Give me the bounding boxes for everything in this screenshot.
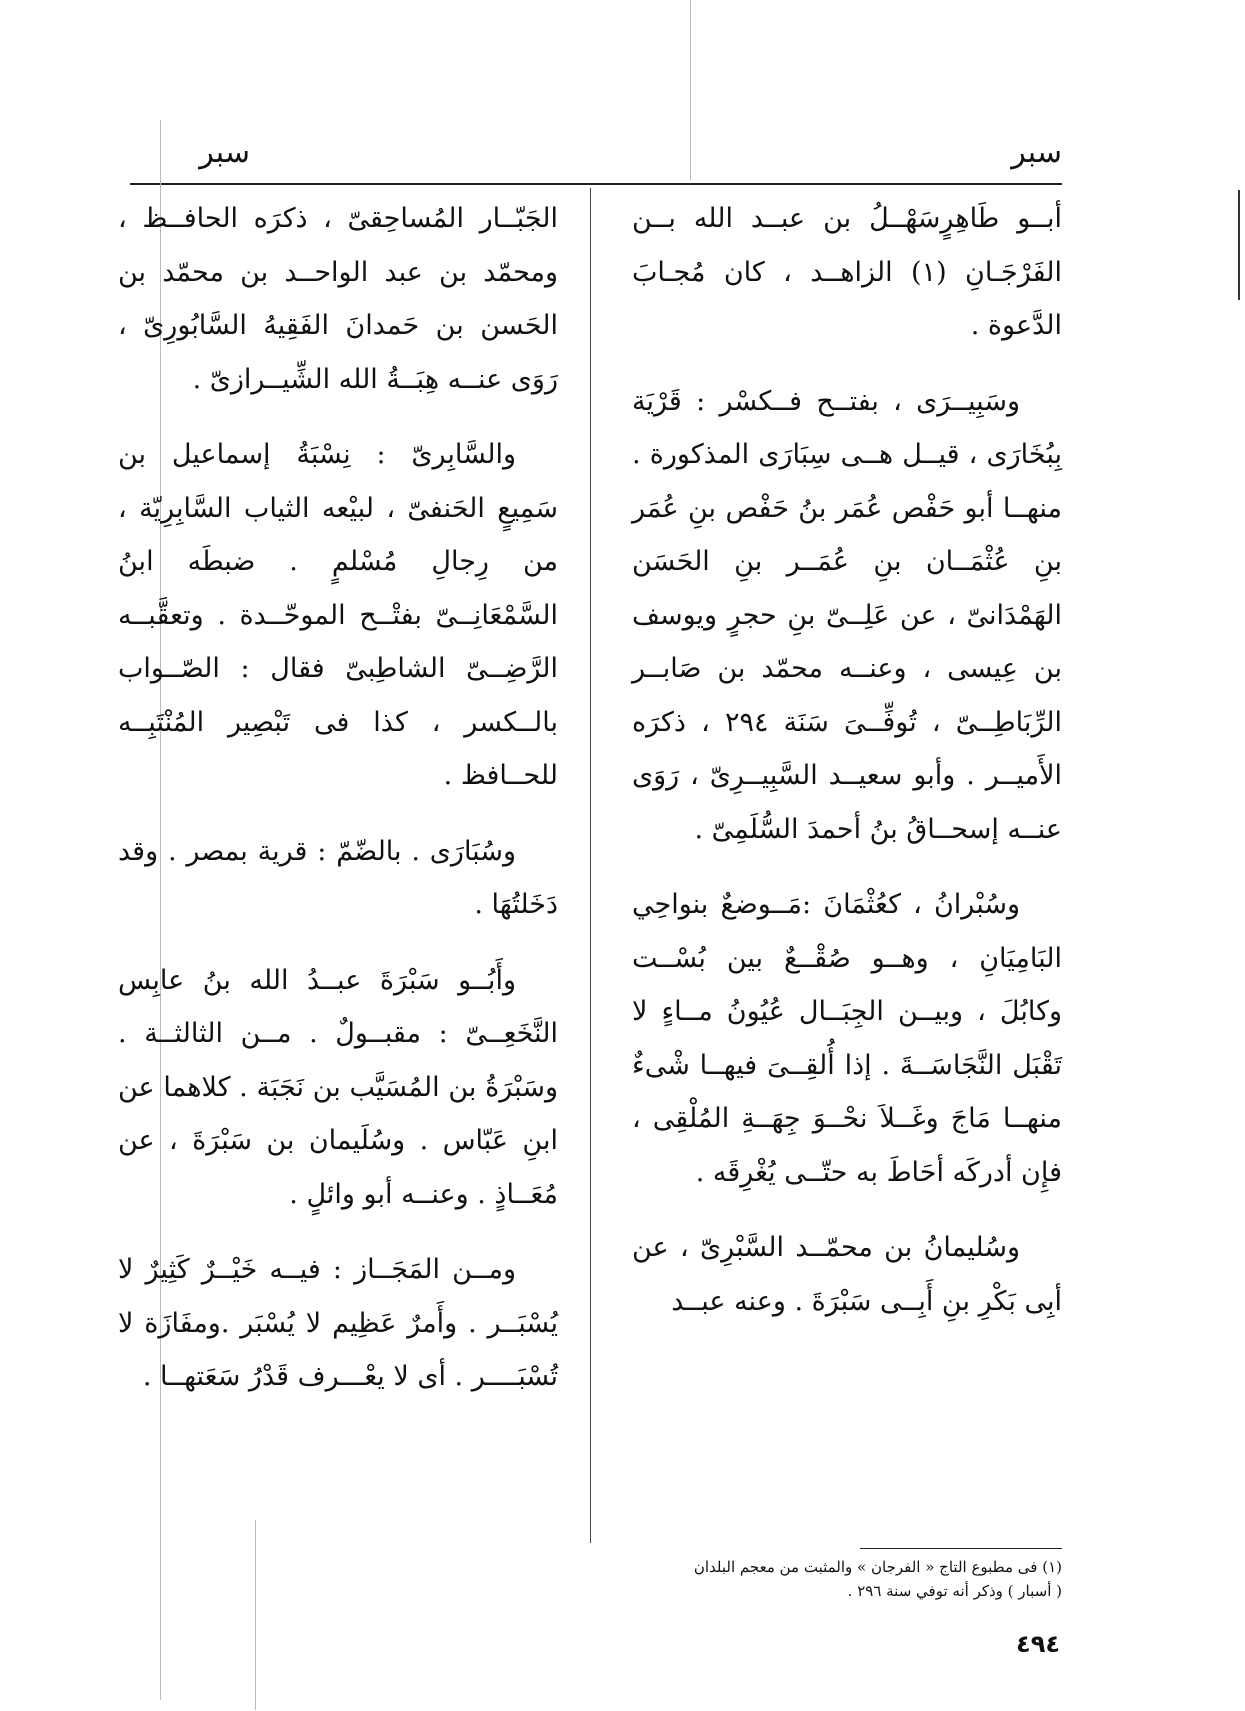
margin-mark — [1238, 190, 1240, 300]
entry-paragraph: وسُبَارَى . بالضّمّ : قرية بمصر . وقد دَخَلتُهَا . — [118, 835, 558, 920]
page-number: ٤٩٤ — [1016, 1630, 1060, 1658]
header-keyword-right: سبر — [1011, 135, 1062, 170]
column-divider — [590, 188, 591, 1543]
entry-paragraph: وسَبِيــرَى ، بفتــح فــكسْر : قَرْيَة بِبُخَارَى ، قيــل هــى سِبَارَى المذكورة . منهــا أبو حَفْص عُمَر بنُ حَفْص بنِ عُمَر بنِ عُثْمَــان بنِ عُمَــر بنِ الحَسَن الهَمْدَانىّ ، عن عَلِــىّ بنِ حجرٍ ويوسف بن عِيسى ، وعنــه محمّد بن صَابــر الرِّبَاطِــىّ ، تُوفِّــىَ سَنَة ٢٩٤ ، ذكرَه الأَميــر . وأبو سعيــد السَّبِيــرِىّ ، رَوَى عنــه إسحــاقُ بنُ أحمدَ السُّلَمِىّ . — [632, 385, 1062, 845]
header-rule — [130, 183, 1062, 185]
entry-paragraph: والسَّابِرىّ : نِسْبَةُ إسماعيل بن سَمِيعٍ الحَنفىّ ، لبيْعه الثياب السَّابِرِيّة ، من رِجالِ مُسْلمٍ . ضبطَه ابنُ السَّمْعَانِــىّ بفتْــح الموحّــدة . وتعقَّبــه الرَّضِــىّ الشاطِبىّ فقال : الصّــواب بالــكسر ، كذا فى تَبْصِير المُنْتَبِــه للحــافظ . — [118, 439, 558, 791]
entry-paragraph: الجَبّــار المُساحِقىّ ، ذكرَه الحافــظ ، ومحمّد بن عبد الواحــد بن محمّد بن الحَسن بن حَمدانَ الفَقِيهُ السَّابُورِىّ ، رَوَى عنــه هِبَــةُ الله الشِّيــرازىّ . — [118, 203, 558, 395]
entry-paragraph: أبــو طَاهِرٍسَهْــلُ بن عبــد الله بــن الفَرْجَـانِ (١) الزاهــد ، كان مُجـابَ الدَّعوة . — [632, 203, 1062, 341]
entry-paragraph: وأَبُــو سَبْرَةَ عبــدُ الله بنُ عابِس النَّخَعِــىّ : مقبــولٌ . مــن الثالثــة . وسَبْرَةُ بن المُسَيَّب بن نَجَبَة . كلاهما عن ابنِ عَبّاس . وسُلَيمان بن سَبْرَةَ ، عن مُعَــاذٍ . وعنــه أبو وائلٍ . — [118, 964, 558, 1210]
entry-paragraph: وسُبْرانُ ، كعُثْمَانَ :مَــوضعٌ بنواحِي البَامِيَانِ ، وهــو صُقْــعٌ بين بُسْــت وكابُلَ ، وبيــن الجِبَــال عُيُونُ مــاءٍ لا تَقْبَل النَّجَاسَــةَ . إذا أُلقِــىَ فيهــا شْىءٌ منهــا مَاجَ وغَــلاَ نحْــوَ جِهَــةِ المُلْقِى ، فإِن أدركَه أحَاطَ به حتّــى يُغْرِقَه . — [632, 889, 1062, 1188]
footnote-line: (١) فى مطبوع التاج « الفرجان » والمثبت من معجم البلدان — [693, 1558, 1062, 1576]
footnote-line: ( أسبار ) وذكر أنه توفي سنة ٢٩٦ . — [847, 1582, 1062, 1600]
entry-paragraph: ومــن المَجَــاز : فيــه خَيْــرٌ كَثِيرٌ لا يُسْبَــر . وأَمرٌ عَظِيم لا يُسْبَر .ومفَازَة لا تُسْبَــــر . أى لا يعْـــرف قَدْرُ سَعَتهــا . — [118, 1254, 558, 1392]
footnote — [630, 1555, 1062, 1603]
right-column — [632, 192, 1062, 1350]
scan-artifact-line — [255, 1520, 256, 1710]
footnote-rule — [860, 1548, 1062, 1549]
scan-artifact-line — [690, 0, 691, 180]
entry-paragraph: وسُليمانُ بن محمّــد السَّبْرِىّ ، عن أبِى بَكْرِ بنِ أَبِــى سَبْرَةَ . وعنه عبــد — [632, 1232, 1062, 1317]
left-column — [118, 192, 558, 1426]
header-keyword-left: سبر — [199, 135, 250, 170]
